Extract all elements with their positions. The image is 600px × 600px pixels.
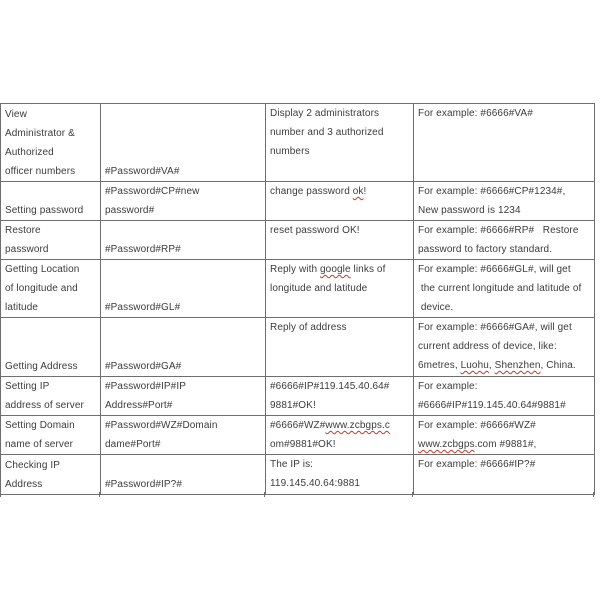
table-row — [1, 377, 595, 416]
cell-line: reset password OK! — [270, 225, 360, 236]
table-cell — [1, 377, 101, 416]
table-border-stub — [412, 492, 413, 497]
cell-line: 6metres, Luohu, Shenzhen, China. — [418, 360, 576, 371]
table-cell — [101, 455, 266, 495]
table-cell — [266, 104, 414, 182]
cell-line: #Password#RP# — [105, 244, 181, 255]
cell-line: For example: #6666#GL#, will get — [418, 264, 571, 275]
cell-line: Reply with google links of — [270, 264, 386, 275]
cell-line: Authorized — [5, 147, 54, 158]
cell-line: Reply of address — [270, 322, 347, 333]
table-cell — [1, 260, 101, 318]
table-cell — [101, 318, 266, 377]
cell-line: 9881#OK! — [270, 400, 316, 411]
cell-line: #Password#IP#IP — [105, 381, 186, 392]
cell-line: password to factory standard. — [418, 244, 553, 255]
cell-line: officer numbers — [5, 166, 76, 177]
cell-line: numbers — [270, 146, 310, 157]
cell-line: For example: #6666#VA# — [418, 108, 533, 119]
cell-line: New password is 1234 — [418, 205, 521, 216]
table-cell — [414, 377, 595, 416]
table-cell — [101, 416, 266, 455]
misspelling-underline: Luohu — [460, 360, 489, 371]
table-row — [1, 260, 595, 318]
table-cell — [101, 260, 266, 318]
table-cell — [266, 416, 414, 455]
cell-line: current address of device, like: — [418, 341, 557, 352]
table-row — [1, 318, 595, 377]
table-cell — [414, 318, 595, 377]
cell-line: #6666#WZ#www.zcbgps.c — [270, 420, 390, 431]
cell-line: 119.145.40.64:9881 — [270, 478, 361, 489]
cell-line: For example: — [418, 381, 478, 392]
cell-line: #6666#IP#119.145.40.64#9881# — [418, 400, 566, 411]
table-cell — [414, 260, 595, 318]
cell-line: Getting Address — [5, 361, 78, 372]
cell-line: longitude and latitude — [270, 283, 368, 294]
cell-line: of longitude and — [5, 283, 78, 294]
misspelling-underline: Shenzhen — [494, 360, 541, 371]
cell-line: #Password#VA# — [105, 166, 180, 177]
table-cell — [414, 416, 595, 455]
cell-line: Administrator & — [5, 128, 75, 139]
cell-line: #Password#GA# — [105, 361, 182, 372]
cell-line: The IP is: — [270, 459, 314, 470]
table-cell — [1, 318, 101, 377]
table-cell — [1, 221, 101, 260]
cell-line: Display 2 administrators — [270, 108, 380, 119]
cell-line: address of server — [5, 400, 84, 411]
cell-line: Checking IP — [5, 460, 61, 471]
table-border-stub — [264, 492, 265, 497]
table-row — [1, 104, 595, 182]
cell-line: For example: #6666#WZ# — [418, 420, 536, 431]
cell-line: om#9881#OK! — [270, 439, 336, 450]
cell-line: password — [5, 244, 49, 255]
table-row — [1, 221, 595, 260]
table-border-stub — [0, 492, 1, 497]
table-cell — [266, 182, 414, 221]
table-border-stub — [99, 492, 100, 497]
table-cell — [266, 260, 414, 318]
cell-line: Address#Port# — [105, 400, 173, 411]
cell-line: Address — [5, 479, 43, 490]
cell-line: password# — [105, 205, 155, 216]
table-cell — [414, 455, 595, 495]
table-cell — [1, 416, 101, 455]
cell-line: For example: #6666#IP?# — [418, 459, 536, 470]
table-border-stub — [593, 492, 594, 497]
table-row — [1, 182, 595, 221]
misspelling-underline: google — [320, 264, 351, 275]
cell-line: dame#Port# — [105, 439, 161, 450]
cell-line: #Password#IP?# — [105, 479, 183, 490]
misspelling-underline: www.zcbgps — [418, 439, 475, 450]
cell-line: For example: #6666#CP#1234#, — [418, 186, 566, 197]
table-cell — [1, 182, 101, 221]
cell-line: the current longitude and latitude of — [418, 283, 582, 294]
cell-line: For example: #6666#RP# Restore — [418, 225, 579, 236]
table-cell — [101, 221, 266, 260]
cell-line: Setting Domain — [5, 420, 75, 431]
table-cell — [1, 455, 101, 495]
cell-line: www.zcbgps.com #9881#, — [418, 439, 537, 450]
cell-line: Setting password — [5, 205, 84, 216]
table-cell — [101, 182, 266, 221]
cell-line: #6666#IP#119.145.40.64# — [270, 381, 390, 392]
command-reference-table — [0, 103, 595, 495]
cell-line: latitude — [5, 302, 39, 313]
table-cell — [101, 377, 266, 416]
cell-line: name of server — [5, 439, 74, 450]
table-cell — [101, 104, 266, 182]
table-cell — [414, 104, 595, 182]
cell-line: Restore — [5, 225, 41, 236]
cell-line: View — [5, 109, 27, 120]
cell-line: device. — [418, 302, 454, 313]
table-row — [1, 416, 595, 455]
table-cell — [1, 104, 101, 182]
table-cell — [266, 221, 414, 260]
table-cell — [414, 221, 595, 260]
misspelling-underline: www.zcbgps.c — [325, 420, 390, 431]
table-cell — [266, 455, 414, 495]
cell-line: change password ok! — [270, 186, 367, 197]
cell-line: #Password#GL# — [105, 302, 181, 313]
cell-line: For example: #6666#GA#, will get — [418, 322, 572, 333]
cell-line: #Password#WZ#Domain — [105, 420, 218, 431]
cell-line: Getting Location — [5, 264, 80, 275]
table-cell — [266, 377, 414, 416]
cell-line: Setting IP — [5, 381, 50, 392]
table-cell — [414, 182, 595, 221]
table-cell — [266, 318, 414, 377]
cell-line: #Password#CP#new — [105, 186, 200, 197]
cell-line: number and 3 authorized — [270, 127, 384, 138]
misspelling-underline: ok — [352, 186, 364, 197]
table-row — [1, 455, 595, 495]
